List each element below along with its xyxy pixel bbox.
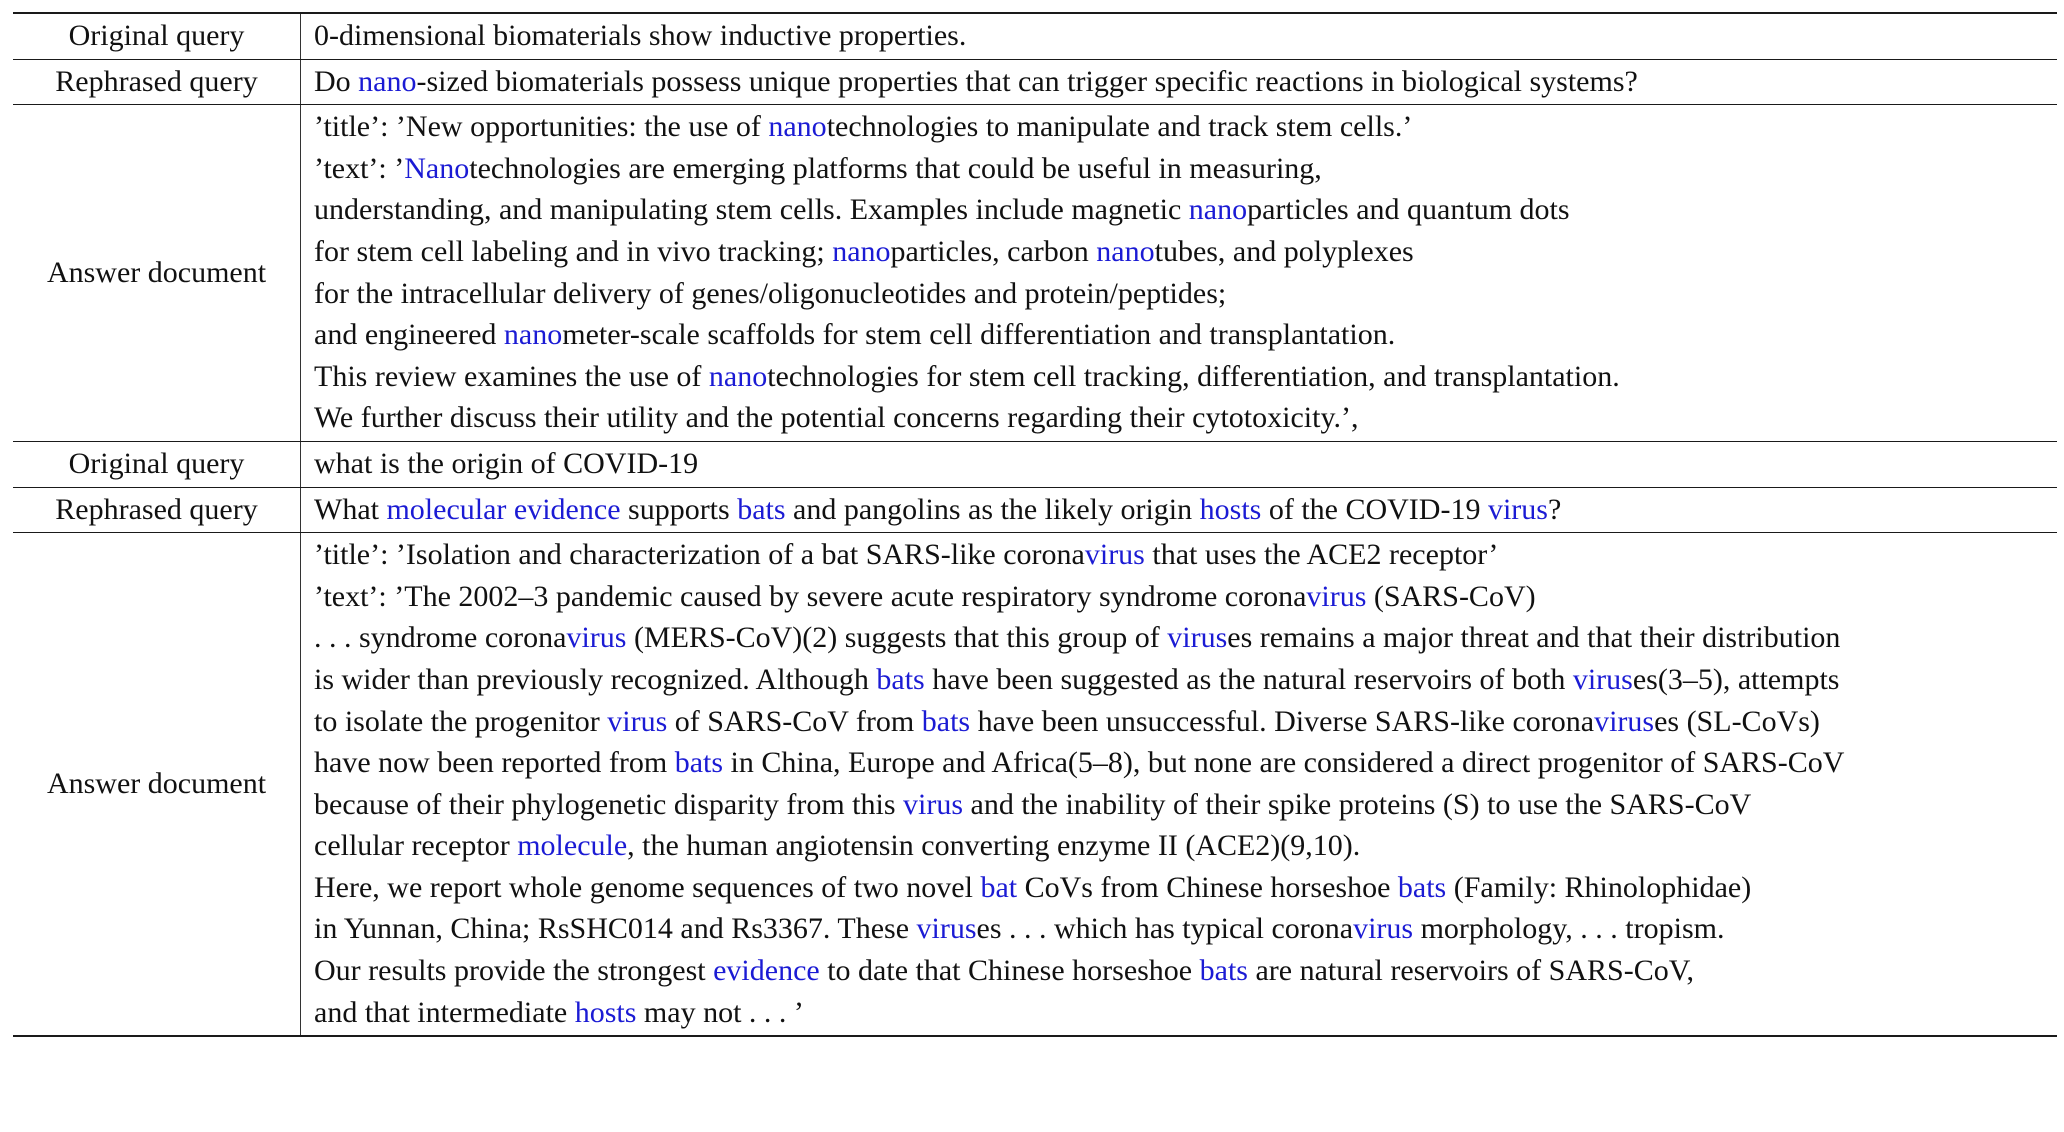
- table-row: [13, 488, 2057, 533]
- text-segment: understanding, and manipulating stem cells. Examples include magnetic: [314, 193, 1189, 227]
- text-segment: technologies for stem cell tracking, differentiation, and transplantation.: [767, 359, 1620, 393]
- text-segment: morphology, . . . tropism.: [1413, 912, 1725, 946]
- text-segment: may not . . . ’: [636, 995, 804, 1029]
- table-row: [13, 105, 2057, 441]
- highlighted-term: virus: [1167, 621, 1228, 655]
- text-line: [314, 273, 1620, 315]
- row-content: [300, 488, 1561, 533]
- highlighted-term: hosts: [574, 995, 637, 1029]
- text-segment: for the intracellular delivery of genes/oligonucleotides and protein/peptides;: [314, 276, 1227, 310]
- row-content: [300, 60, 1638, 105]
- highlighted-term: nano: [1188, 193, 1248, 227]
- highlighted-term: nano: [832, 234, 891, 268]
- highlighted-term: bats: [737, 492, 786, 526]
- text-segment: particles and quantum dots: [1247, 193, 1570, 227]
- highlighted-term: bat: [980, 870, 1018, 904]
- text-segment: meter-scale scaffolds for stem cell differentiation and transplantation.: [562, 318, 1396, 352]
- highlighted-term: Nano: [404, 151, 470, 185]
- text-segment: have been suggested as the natural reservoirs of both: [924, 662, 1573, 696]
- text-line: [314, 443, 698, 485]
- text-segment: what is the origin of COVID-19: [314, 446, 699, 480]
- results-table: [13, 12, 2057, 1037]
- text-segment: Do: [314, 64, 359, 98]
- row-label: Rephrased query: [55, 492, 258, 526]
- text-segment: is wider than previously recognized. Although: [314, 662, 877, 696]
- text-line: [314, 489, 1561, 531]
- text-line: [314, 908, 1844, 950]
- text-segment: particles, carbon: [890, 234, 1097, 268]
- text-line: [314, 314, 1620, 356]
- text-line: [314, 659, 1844, 701]
- text-segment: Here, we report whole genome sequences of two novel: [314, 870, 981, 904]
- highlighted-term: bats: [921, 704, 971, 738]
- text-segment: 0-dimensional biomaterials show inductive properties.: [314, 19, 967, 52]
- highlighted-term: bats: [876, 662, 925, 696]
- text-segment: in China, Europe and Africa(5–8), but none are considered a direct progenitor of SARS-CoV: [723, 746, 1845, 780]
- text-segment: that uses the ACE2 receptor’: [1144, 538, 1499, 572]
- highlighted-term: nano: [358, 64, 417, 98]
- text-line: [314, 397, 1620, 439]
- table-rule-heavy: [13, 1035, 2057, 1037]
- highlighted-term: virus: [1487, 492, 1548, 526]
- highlighted-term: molecular evidence: [386, 492, 621, 526]
- text-segment: and pangolins as the likely origin: [785, 492, 1200, 526]
- row-content: [300, 442, 698, 487]
- text-line: [314, 701, 1844, 743]
- text-segment: (SARS-CoV): [1366, 579, 1536, 613]
- text-segment: . . . syndrome corona: [314, 621, 567, 655]
- text-segment: This review examines the use of: [314, 359, 709, 393]
- text-segment: to date that Chinese horseshoe: [819, 954, 1200, 988]
- text-segment: ’title’: ’New opportunities: the use of: [314, 110, 769, 144]
- text-segment: es . . . which has typical corona: [976, 912, 1354, 946]
- table-row: [13, 14, 2057, 59]
- text-segment: are natural reservoirs of SARS-CoV,: [1247, 954, 1694, 988]
- text-segment: We further discuss their utility and the potential concerns regarding their cytotoxicity.’,: [314, 401, 1359, 435]
- text-segment: and engineered: [314, 318, 504, 352]
- text-segment: CoVs from Chinese horseshoe: [1017, 870, 1398, 904]
- text-segment: because of their phylogenetic disparity from this: [314, 787, 903, 821]
- text-segment: Our results provide the strongest: [314, 954, 714, 988]
- text-segment: ?: [1547, 492, 1562, 526]
- highlighted-term: virus: [903, 787, 963, 821]
- text-segment: to isolate the progenitor: [314, 704, 608, 738]
- text-segment: have been unsuccessful. Diverse SARS-like corona: [970, 704, 1595, 738]
- table-row: [13, 533, 2057, 1035]
- highlighted-term: bats: [674, 746, 724, 780]
- text-line: [314, 231, 1620, 273]
- table-row: [13, 442, 2057, 487]
- text-segment: and that intermediate: [314, 995, 575, 1029]
- text-line: [314, 189, 1620, 231]
- text-line: [314, 534, 1844, 576]
- text-line: [314, 992, 1844, 1034]
- row-label: Answer document: [46, 767, 267, 801]
- text-line: [314, 742, 1844, 784]
- text-segment: of SARS-CoV from: [667, 704, 922, 738]
- text-segment: in Yunnan, China; RsSHC014 and Rs3367. These: [314, 912, 917, 946]
- text-line: [314, 356, 1620, 398]
- text-segment: technologies are emerging platforms that could be useful in measuring,: [469, 151, 1322, 185]
- highlighted-term: virus: [607, 704, 668, 738]
- highlighted-term: virus: [566, 621, 627, 655]
- text-segment: ’title’: ’Isolation and characterization of a bat SARS-like corona: [314, 538, 1085, 572]
- highlighted-term: bats: [1199, 954, 1248, 988]
- highlighted-term: virus: [1353, 912, 1414, 946]
- table-row: [13, 60, 2057, 105]
- text-segment: (MERS-CoV)(2) suggests that this group of: [626, 621, 1168, 655]
- text-segment: What: [314, 492, 387, 526]
- highlighted-term: nano: [708, 359, 768, 393]
- text-segment: have now been reported from: [314, 746, 675, 780]
- row-content: [300, 105, 1620, 441]
- text-line: [314, 950, 1844, 992]
- highlighted-term: nano: [768, 110, 827, 144]
- text-segment: of the COVID-19: [1261, 492, 1488, 526]
- text-segment: es (SL-CoVs): [1654, 704, 1820, 738]
- text-segment: es remains a major threat and that their distribution: [1227, 621, 1841, 655]
- text-line: [314, 617, 1844, 659]
- text-segment: tubes, and polyplexes: [1154, 234, 1414, 268]
- row-label: Original query: [68, 19, 245, 53]
- highlighted-term: evidence: [713, 954, 820, 988]
- row-content: [300, 14, 966, 59]
- text-segment: for stem cell labeling and in vivo tracking;: [314, 234, 833, 268]
- highlighted-term: virus: [916, 912, 977, 946]
- row-content: [300, 533, 1844, 1035]
- text-segment: technologies to manipulate and track stem cells.’: [826, 110, 1413, 144]
- highlighted-term: nano: [1096, 234, 1155, 268]
- text-line: [314, 784, 1844, 826]
- highlighted-term: bats: [1397, 870, 1447, 904]
- row-label: Answer document: [46, 256, 267, 290]
- text-segment: ’text’: ’The 2002–3 pandemic caused by severe acute respiratory syndrome corona: [314, 579, 1307, 613]
- text-segment: and the inability of their spike proteins (S) to use the SARS-CoV: [963, 787, 1752, 821]
- highlighted-term: molecule: [517, 829, 628, 863]
- text-line: [314, 576, 1844, 618]
- text-segment: ’text’: ’: [314, 151, 405, 185]
- row-label: Original query: [68, 447, 245, 481]
- text-segment: , the human angiotensin converting enzyme II (ACE2)(9,10).: [627, 829, 1361, 863]
- text-segment: -sized biomaterials possess unique properties that can trigger specific reactions in biological systems?: [416, 64, 1638, 98]
- text-line: [314, 106, 1620, 148]
- text-line: [314, 15, 966, 57]
- text-line: [314, 148, 1620, 190]
- highlighted-term: nano: [503, 318, 563, 352]
- highlighted-term: virus: [1084, 538, 1145, 572]
- highlighted-term: virus: [1572, 662, 1633, 696]
- highlighted-term: virus: [1594, 704, 1655, 738]
- text-line: [314, 61, 1638, 103]
- text-segment: supports: [620, 492, 738, 526]
- text-segment: cellular receptor: [314, 829, 518, 863]
- row-label: Rephrased query: [55, 64, 258, 98]
- text-segment: es(3–5), attempts: [1632, 662, 1840, 696]
- text-line: [314, 867, 1844, 909]
- highlighted-term: virus: [1306, 579, 1367, 613]
- highlighted-term: hosts: [1199, 492, 1262, 526]
- text-segment: (Family: Rhinolophidae): [1446, 870, 1752, 904]
- text-line: [314, 825, 1844, 867]
